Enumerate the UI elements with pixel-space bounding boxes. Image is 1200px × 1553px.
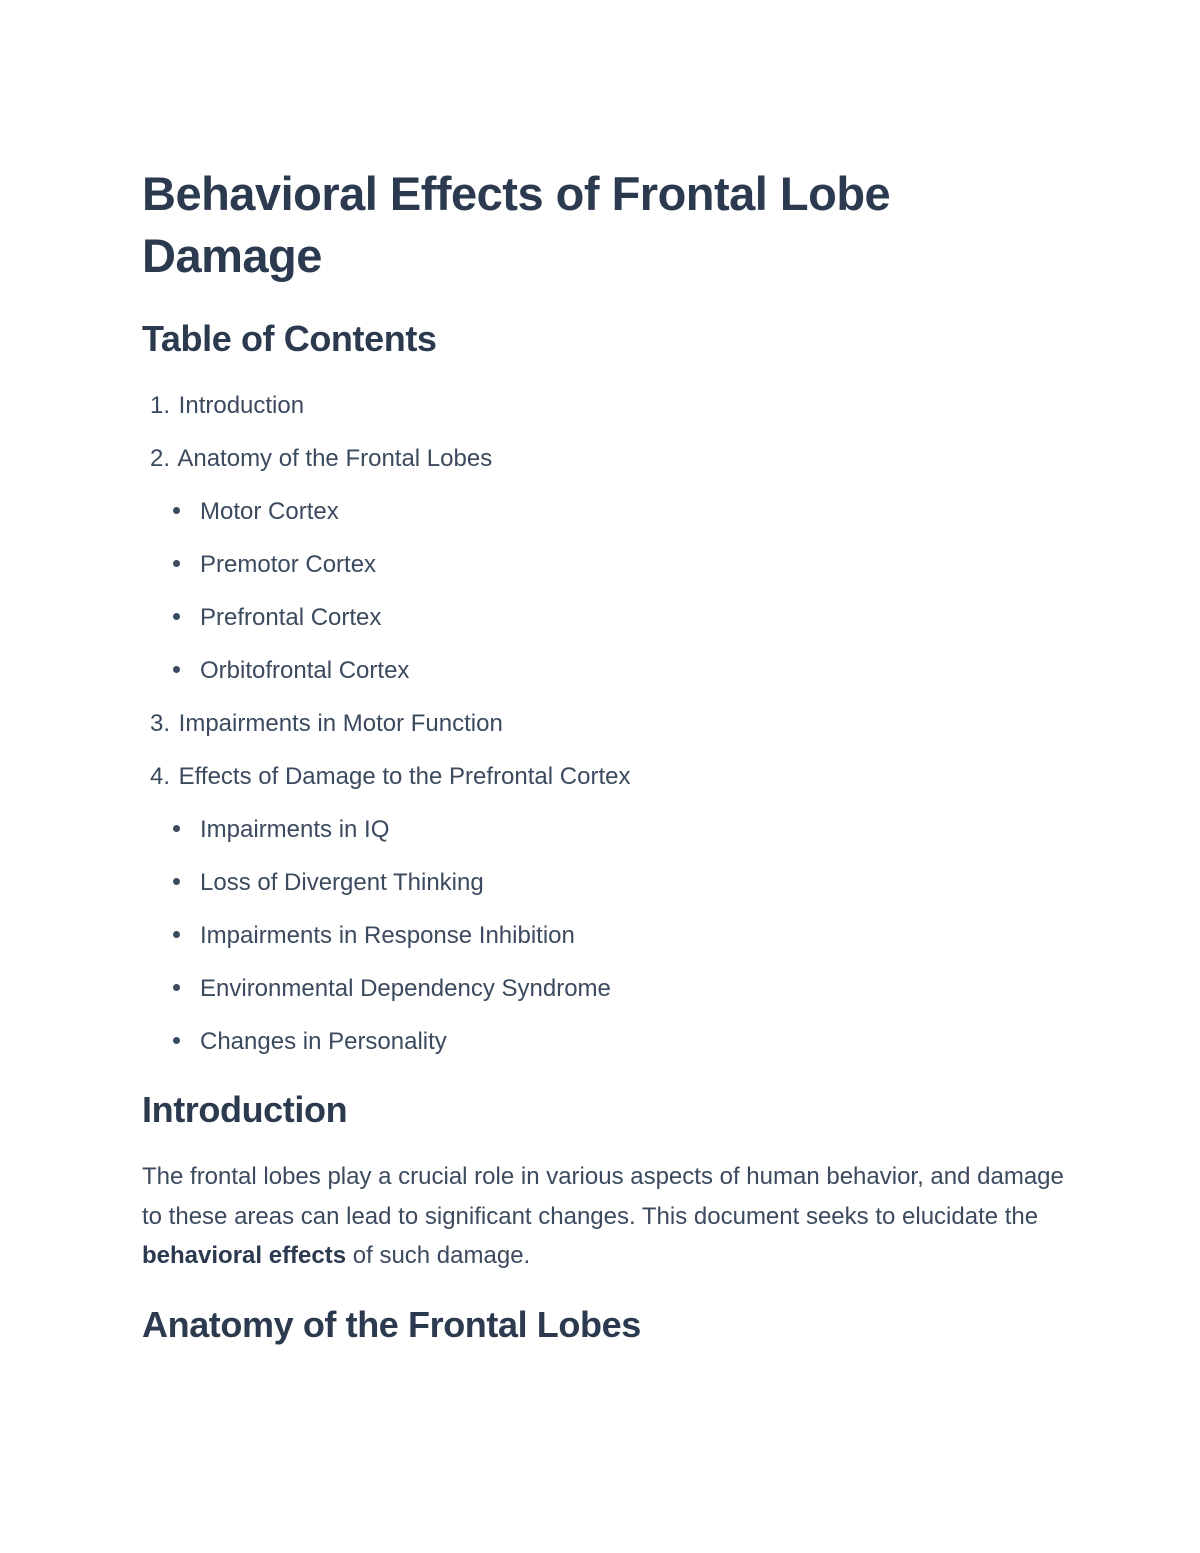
toc-subitem-label: Prefrontal Cortex <box>200 604 382 631</box>
toc-subitem-personality[interactable] <box>170 1023 447 1061</box>
toc-subitem-premotor-cortex[interactable] <box>170 546 376 584</box>
toc-subitem-label: Impairments in IQ <box>200 816 390 843</box>
bullet-icon <box>173 560 180 567</box>
bullet-icon <box>173 984 180 991</box>
introduction-paragraph <box>142 1157 1067 1276</box>
toc-item-number: 4. <box>149 763 170 790</box>
introduction-heading: Introduction <box>142 1089 348 1130</box>
bullet-icon <box>173 666 180 673</box>
toc-item-number: 3. <box>149 710 170 737</box>
toc-item-introduction[interactable] <box>142 387 304 425</box>
toc-item-label: Anatomy of the Frontal Lobes <box>177 445 493 472</box>
toc-subitem-label: Premotor Cortex <box>200 551 377 578</box>
anatomy-heading: Anatomy of the Frontal Lobes <box>142 1304 641 1345</box>
toc-subitem-label: Changes in Personality <box>200 1028 447 1055</box>
toc-item-label: Introduction <box>178 392 305 419</box>
toc-item-number: 1. <box>149 392 170 419</box>
toc-item-label: Effects of Damage to the Prefrontal Cortex <box>178 763 631 790</box>
intro-text-bold: behavioral effects <box>142 1242 347 1269</box>
toc-subitem-environmental-dependency[interactable] <box>170 970 611 1008</box>
intro-text-start: The frontal lobes play a crucial role in various aspects of human behavior, and damage to these areas can lead to significant changes. This document seeks to elucidate the <box>142 1163 1064 1230</box>
bullet-icon <box>173 613 180 620</box>
toc-subitem-response-inhibition[interactable] <box>170 917 575 955</box>
toc-subitem-prefrontal-cortex[interactable] <box>170 599 381 637</box>
toc-subitem-motor-cortex[interactable] <box>170 493 339 531</box>
bullet-icon <box>173 931 180 938</box>
toc-subitem-iq[interactable] <box>170 811 389 849</box>
toc-subitem-divergent-thinking[interactable] <box>170 864 484 902</box>
toc-item-motor-function[interactable] <box>142 705 503 743</box>
toc-subitem-label: Loss of Divergent Thinking <box>200 869 484 896</box>
toc-subitem-label: Motor Cortex <box>200 498 339 525</box>
toc-subitem-label: Environmental Dependency Syndrome <box>200 975 611 1002</box>
toc-subitem-orbitofrontal-cortex[interactable] <box>170 652 409 690</box>
toc-item-prefrontal-damage[interactable] <box>142 758 630 796</box>
bullet-icon <box>173 825 180 832</box>
bullet-icon <box>173 507 180 514</box>
toc-heading: Table of Contents <box>142 318 437 359</box>
bullet-icon <box>173 1037 180 1044</box>
toc-subitem-label: Impairments in Response Inhibition <box>200 922 575 949</box>
toc-item-number: 2. <box>149 445 170 472</box>
toc-item-label: Impairments in Motor Function <box>178 710 503 737</box>
toc-subitem-label: Orbitofrontal Cortex <box>200 657 410 684</box>
intro-text-end: of such damage. <box>346 1242 531 1269</box>
toc-item-anatomy[interactable] <box>142 440 492 478</box>
bullet-icon <box>173 878 180 885</box>
document-title: Behavioral Effects of Frontal Lobe Damage <box>142 167 891 282</box>
